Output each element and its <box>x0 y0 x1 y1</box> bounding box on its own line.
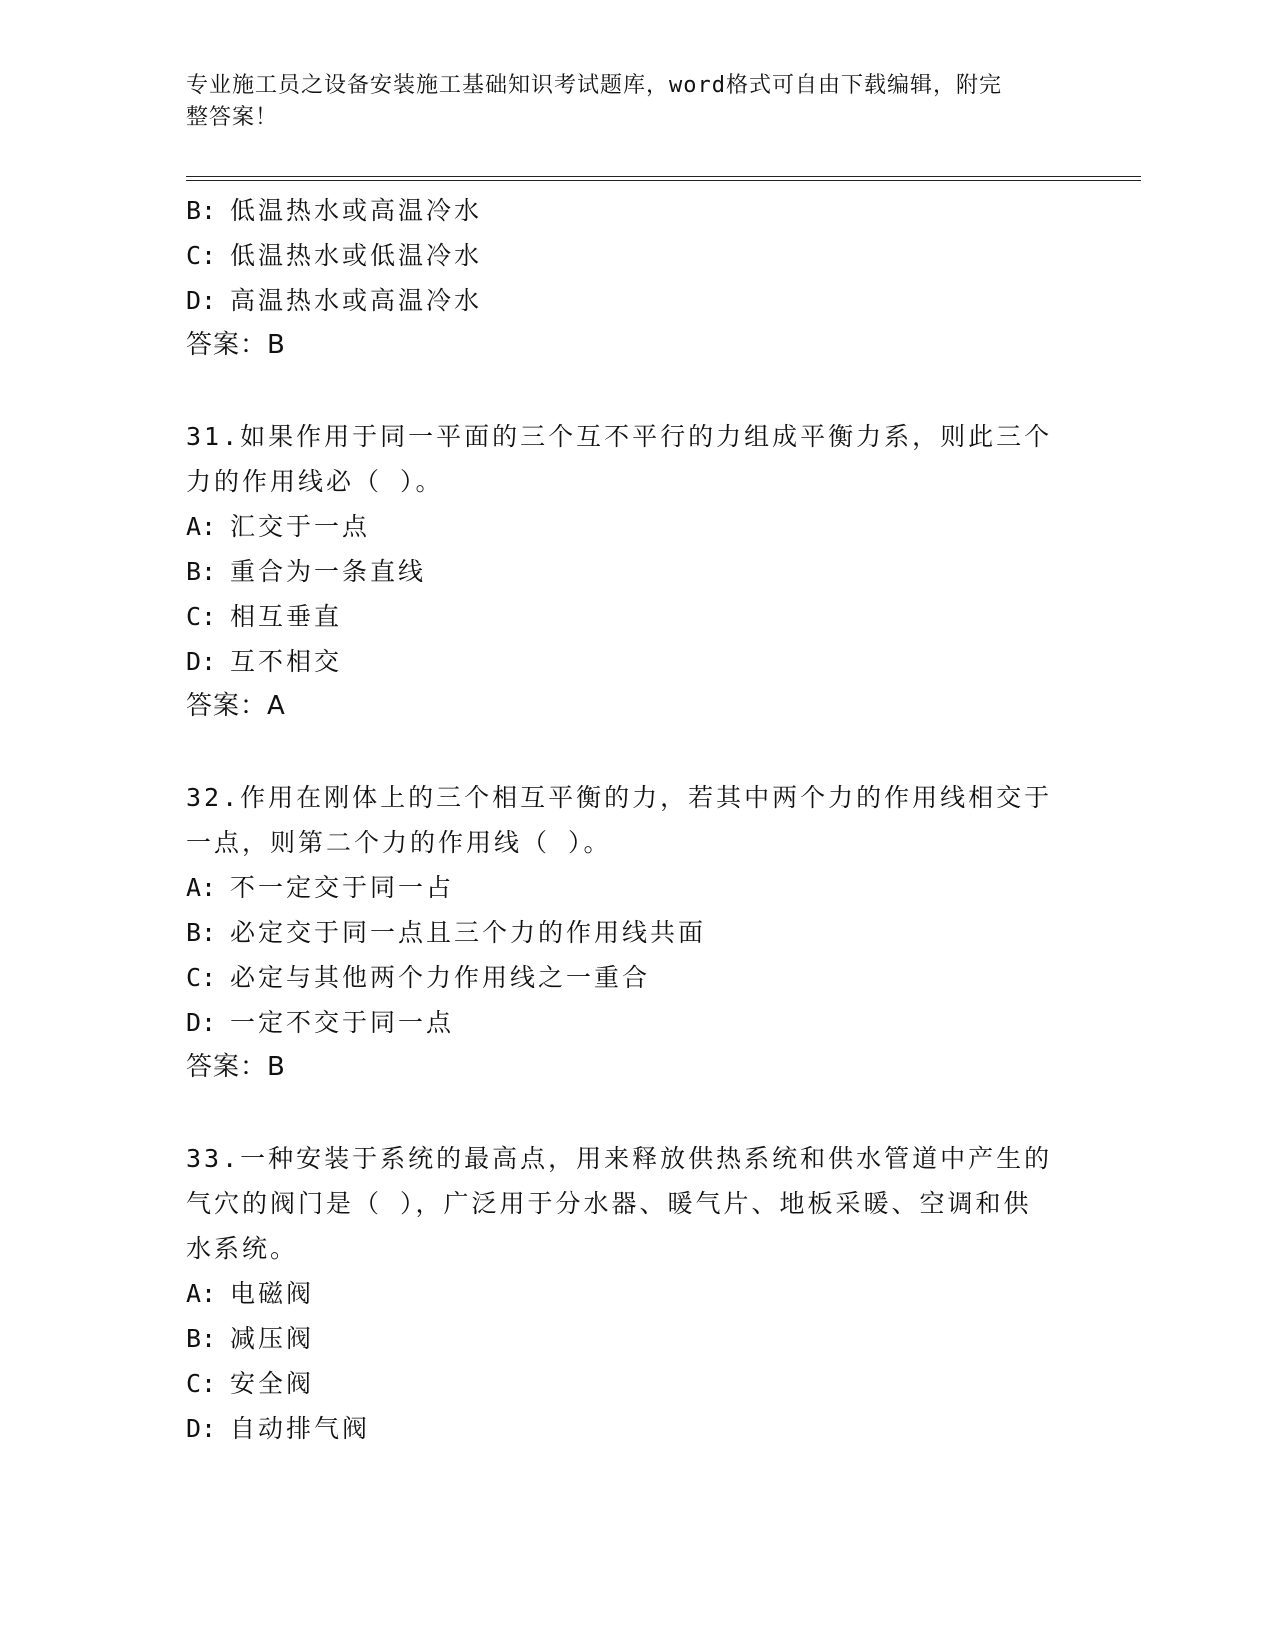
option-text: 安全阀 <box>230 1369 315 1398</box>
page-header <box>186 70 1066 134</box>
option-text: 低温热水或低温冷水 <box>230 241 483 270</box>
answer-line: 答案：A <box>186 691 286 721</box>
option-b <box>186 188 1066 233</box>
option-b <box>186 549 1066 594</box>
question-31 <box>186 414 1066 729</box>
option-c <box>186 233 1066 278</box>
option-text: 必定与其他两个力作用线之一重合 <box>230 963 651 992</box>
header-line-2: 整答案！ <box>186 105 279 130</box>
header-divider <box>186 176 1141 181</box>
option-text: 重合为一条直线 <box>230 557 427 586</box>
option-letter: C: <box>186 602 217 631</box>
option-text: 自动排气阀 <box>230 1414 371 1443</box>
option-letter: D: <box>186 647 217 676</box>
option-letter: D: <box>186 1414 217 1443</box>
option-c <box>186 594 1066 639</box>
option-letter: B: <box>186 557 217 586</box>
option-letter: A: <box>186 512 217 541</box>
option-letter: C: <box>186 1369 217 1398</box>
option-letter: A: <box>186 1279 217 1308</box>
header-line-1: 专业施工员之设备安装施工基础知识考试题库，word格式可自由下载编辑，附完 <box>186 73 1002 98</box>
question-text-line: 33.一种安装于系统的最高点，用来释放供热系统和供水管道中产生的 <box>186 1144 1053 1173</box>
option-c <box>186 1361 1066 1406</box>
question-text-line: 气穴的阀门是（ ），广泛用于分水器、暖气片、地板采暖、空调和供 <box>186 1189 1032 1218</box>
question-text-line: 水系统。 <box>186 1234 299 1263</box>
option-c <box>186 955 1066 1000</box>
option-a <box>186 865 1066 910</box>
question-text-line: 31.如果作用于同一平面的三个互不平行的力组成平衡力系，则此三个 <box>186 422 1053 451</box>
option-text: 互不相交 <box>230 647 343 676</box>
option-letter: C: <box>186 241 217 270</box>
option-d <box>186 278 1066 323</box>
question-32 <box>186 775 1066 1090</box>
option-text: 电磁阀 <box>230 1279 315 1308</box>
question-33 <box>186 1136 1066 1451</box>
option-text: 相互垂直 <box>230 602 343 631</box>
option-b <box>186 910 1066 955</box>
answer-line: 答案：B <box>186 1052 286 1082</box>
option-letter: B: <box>186 918 217 947</box>
option-letter: D: <box>186 1008 217 1037</box>
question-text-line: 一点，则第二个力的作用线（ ）。 <box>186 828 612 857</box>
option-text: 高温热水或高温冷水 <box>230 286 483 315</box>
option-text: 一定不交于同一点 <box>230 1008 455 1037</box>
option-text: 减压阀 <box>230 1324 315 1353</box>
option-letter: B: <box>186 1324 217 1353</box>
previous-question-tail <box>186 188 1066 368</box>
option-a <box>186 1271 1066 1316</box>
question-text-line: 力的作用线必（ ）。 <box>186 467 444 496</box>
option-letter: B: <box>186 196 217 225</box>
answer-line: 答案：B <box>186 330 286 360</box>
option-a <box>186 504 1066 549</box>
document-body <box>186 188 1066 1451</box>
option-text: 必定交于同一点且三个力的作用线共面 <box>230 918 707 947</box>
option-d <box>186 639 1066 684</box>
option-b <box>186 1316 1066 1361</box>
option-text: 低温热水或高温冷水 <box>230 196 483 225</box>
option-letter: C: <box>186 963 217 992</box>
option-text: 汇交于一点 <box>230 512 371 541</box>
option-letter: A: <box>186 873 217 902</box>
option-text: 不一定交于同一占 <box>230 873 455 902</box>
option-letter: D: <box>186 286 217 315</box>
question-text-line: 32.作用在刚体上的三个相互平衡的力，若其中两个力的作用线相交于 <box>186 783 1053 812</box>
option-d <box>186 1000 1066 1045</box>
option-d <box>186 1406 1066 1451</box>
